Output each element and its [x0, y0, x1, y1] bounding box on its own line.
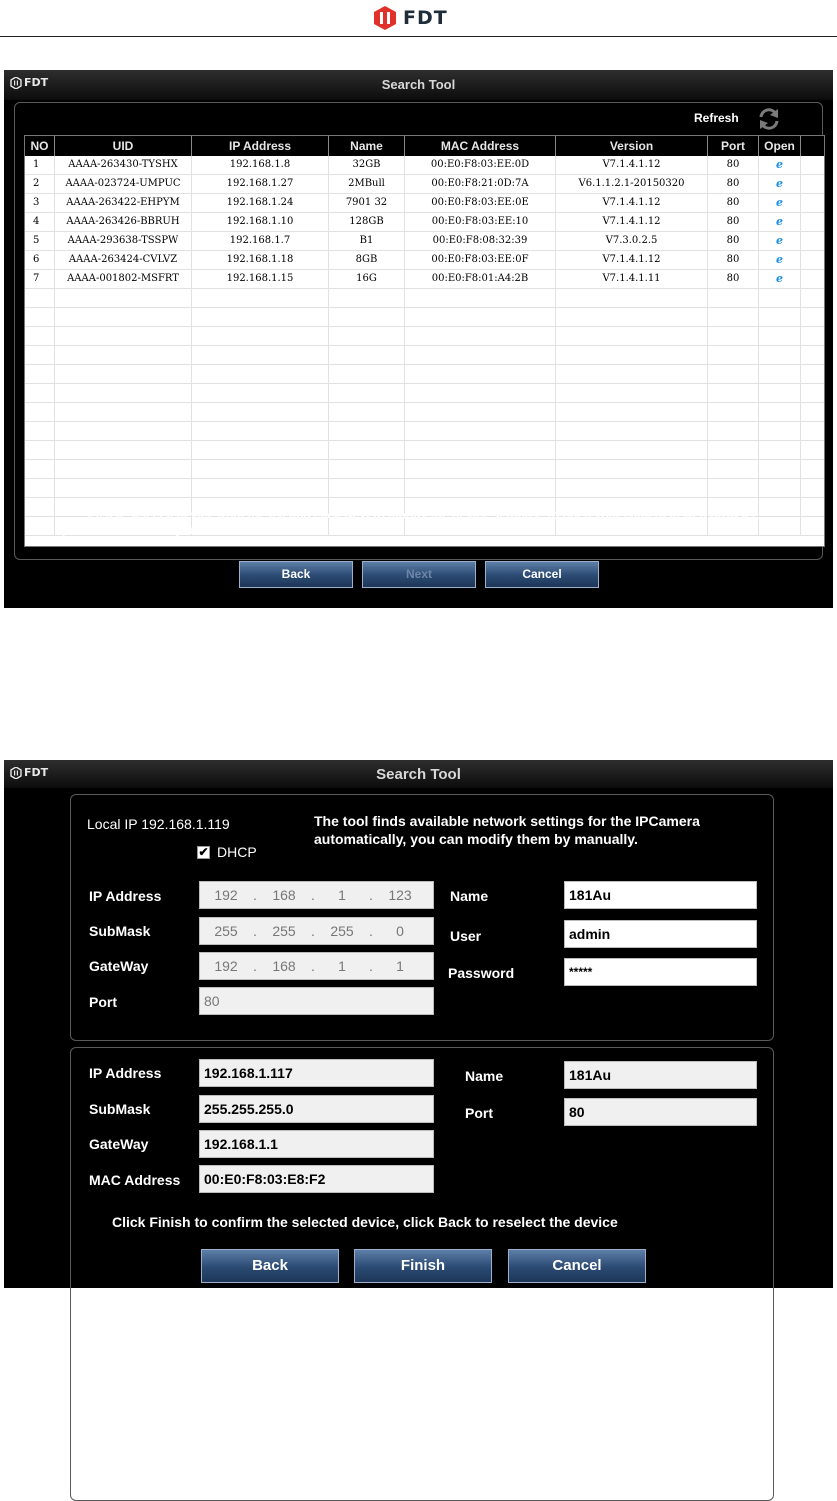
ip-octet: 123: [388, 887, 412, 903]
row-filler: [801, 441, 824, 459]
row-uid: [55, 308, 192, 326]
row-filler: [801, 384, 824, 402]
row-ip-address: [192, 479, 329, 497]
row-uid: AAAA-263424-CVLVZ: [55, 251, 192, 269]
row-port: 80: [708, 232, 759, 250]
row-name: [329, 327, 405, 345]
ip-address-input[interactable]: 192 . 168 . 1 . 123: [199, 881, 434, 909]
gateway-octet: 192: [214, 958, 238, 974]
row-no: 2: [25, 175, 55, 193]
port-input[interactable]: 80: [199, 987, 434, 1015]
row-no: [25, 346, 55, 364]
row-uid: AAAA-293638-TSSPW: [55, 232, 192, 250]
row-ip-address: [192, 384, 329, 402]
submask-octet: 255: [214, 923, 238, 939]
row-name: [329, 308, 405, 326]
row-mac-address: [405, 289, 556, 307]
row-ip-address: [192, 403, 329, 421]
row-name: [329, 460, 405, 478]
cancel-button[interactable]: Cancel: [485, 561, 599, 588]
row-version: V6.1.1.2.1-20150320: [556, 175, 708, 193]
submask-input[interactable]: 255 . 255 . 255 . 0: [199, 917, 434, 945]
row-filler: [801, 422, 824, 440]
row-open-icon[interactable]: [759, 156, 801, 174]
row-no: 1: [25, 156, 55, 174]
row-no: [25, 441, 55, 459]
dhcp-label: DHCP: [217, 844, 257, 860]
row-filler: [801, 270, 824, 288]
table-row-empty: [25, 441, 824, 460]
row-uid: [55, 403, 192, 421]
row-mac-address: [405, 308, 556, 326]
row-filler: [801, 251, 824, 269]
gateway-octet: 1: [338, 958, 346, 974]
row-name: [329, 403, 405, 421]
row-no: 3: [25, 194, 55, 212]
row-version: [556, 308, 708, 326]
device-submask-input[interactable]: 255.255.255.0: [199, 1095, 434, 1123]
info-text: The tool finds available network settings for the IPCamera automatically, you can modify them by manually.: [314, 813, 700, 847]
gateway-octet: 168: [272, 958, 296, 974]
row-no: 7: [25, 270, 55, 288]
row-no: [25, 289, 55, 307]
row-open-icon[interactable]: [759, 175, 801, 193]
row-mac-address: 00:E0:F8:21:0D:7A: [405, 175, 556, 193]
row-mac-address: [405, 460, 556, 478]
row-name: [329, 422, 405, 440]
row-name: B1: [329, 232, 405, 250]
window-logo-text: FDT: [24, 76, 49, 89]
password-input[interactable]: *****: [564, 958, 757, 986]
title-bar: [4, 760, 833, 788]
brand-logo: [372, 4, 448, 32]
row-port: 80: [708, 194, 759, 212]
row-ip-address: [192, 308, 329, 326]
col-no[interactable]: NO: [25, 136, 55, 156]
browser-icon[interactable]: e: [776, 234, 783, 247]
row-port: 80: [708, 270, 759, 288]
refresh-icon[interactable]: [756, 106, 782, 132]
row-ip-address: [192, 365, 329, 383]
table-row[interactable]: [25, 232, 824, 251]
device-ip-label: IP Address: [89, 1065, 162, 1081]
table-row[interactable]: [25, 194, 824, 213]
table-row-empty: [25, 327, 824, 346]
table-row[interactable]: [25, 213, 824, 232]
cancel-button[interactable]: Cancel: [508, 1249, 646, 1283]
window-logo-text: FDT: [24, 766, 49, 779]
row-filler: [801, 289, 824, 307]
row-mac-address: 00:E0:F8:03:EE:0E: [405, 194, 556, 212]
row-open-icon: [759, 384, 801, 402]
user-label: User: [450, 928, 482, 944]
row-no: 4: [25, 213, 55, 231]
row-version: [556, 460, 708, 478]
row-mac-address: [405, 422, 556, 440]
row-port: [708, 327, 759, 345]
row-name: [329, 479, 405, 497]
row-name: [329, 346, 405, 364]
window-title: Search Tool: [376, 766, 461, 783]
row-open-icon: [759, 289, 801, 307]
row-version: V7.1.4.1.12: [556, 156, 708, 174]
row-open-icon[interactable]: [759, 251, 801, 269]
window-title: Search Tool: [381, 77, 456, 92]
row-port: [708, 384, 759, 402]
row-port: 80: [708, 213, 759, 231]
row-uid: [55, 460, 192, 478]
page-header: [0, 0, 837, 37]
row-filler: [801, 308, 824, 326]
row-filler: [801, 517, 824, 535]
row-uid: AAAA-263430-TYSHX: [55, 156, 192, 174]
col-mac-address[interactable]: MAC Address: [405, 136, 556, 156]
row-ip-address: [192, 327, 329, 345]
row-ip-address: 192.168.1.27: [192, 175, 329, 193]
row-open-icon: [759, 365, 801, 383]
submask-octet: 255: [330, 923, 354, 939]
user-input[interactable]: admin: [564, 920, 757, 948]
row-mac-address: [405, 479, 556, 497]
row-version: [556, 384, 708, 402]
row-open-icon[interactable]: [759, 213, 801, 231]
table-header: [25, 136, 824, 156]
row-name: 8GB: [329, 251, 405, 269]
table-body: [25, 156, 824, 536]
col-open[interactable]: Open: [759, 136, 801, 156]
row-open-icon: [759, 441, 801, 459]
row-port: [708, 403, 759, 421]
row-uid: [55, 327, 192, 345]
row-open-icon[interactable]: [759, 194, 801, 212]
row-name: 7901 32: [329, 194, 405, 212]
device-name-label: Name: [465, 1068, 504, 1084]
row-name: 2MBull: [329, 175, 405, 193]
col-ip-address[interactable]: IP Address: [192, 136, 329, 156]
row-uid: [55, 365, 192, 383]
row-no: 6: [25, 251, 55, 269]
device-mac-input[interactable]: 00:E0:F8:03:E8:F2: [199, 1165, 434, 1193]
row-no: [25, 422, 55, 440]
row-ip-address: [192, 289, 329, 307]
table-row-empty: [25, 403, 824, 422]
row-uid: [55, 346, 192, 364]
row-filler: [801, 232, 824, 250]
row-version: [556, 403, 708, 421]
back-button[interactable]: Back: [239, 561, 353, 588]
row-open-icon: [759, 460, 801, 478]
col-version[interactable]: Version: [556, 136, 708, 156]
row-open-icon: [759, 422, 801, 440]
row-version: V7.1.4.1.11: [556, 270, 708, 288]
row-port: [708, 460, 759, 478]
row-port: 80: [708, 156, 759, 174]
password-label: Password: [448, 965, 515, 981]
row-name: [329, 289, 405, 307]
table-row-empty: [25, 422, 824, 441]
col-name[interactable]: Name: [329, 136, 405, 156]
name-input[interactable]: 181Au: [564, 881, 757, 909]
row-mac-address: [405, 346, 556, 364]
row-ip-address: 192.168.1.8: [192, 156, 329, 174]
row-filler: [801, 213, 824, 231]
browser-icon[interactable]: e: [776, 215, 783, 228]
row-version: [556, 365, 708, 383]
name-label: Name: [450, 888, 489, 904]
fdt-logo-icon: [372, 5, 398, 31]
row-mac-address: 00:E0:F8:01:A4:2B: [405, 270, 556, 288]
search-tool-window-list: [4, 70, 833, 608]
row-name: [329, 384, 405, 402]
row-open-icon: [759, 346, 801, 364]
row-version: [556, 327, 708, 345]
row-open-icon: [759, 479, 801, 497]
row-open-icon: [759, 517, 801, 535]
row-ip-address: 192.168.1.15: [192, 270, 329, 288]
row-mac-address: 00:E0:F8:03:EE:0D: [405, 156, 556, 174]
next-button[interactable]: Next: [362, 561, 476, 588]
row-version: V7.1.4.1.12: [556, 251, 708, 269]
col-port[interactable]: Port: [708, 136, 759, 156]
col-uid[interactable]: UID: [55, 136, 192, 156]
brand-name: FDT: [403, 7, 448, 29]
row-ip-address: [192, 422, 329, 440]
row-version: V7.1.4.1.12: [556, 213, 708, 231]
row-no: [25, 403, 55, 421]
browser-icon[interactable]: e: [776, 272, 783, 285]
browser-icon[interactable]: e: [776, 177, 783, 190]
row-ip-address: 192.168.1.7: [192, 232, 329, 250]
row-mac-address: [405, 403, 556, 421]
table-row[interactable]: [25, 175, 824, 194]
row-mac-address: [405, 441, 556, 459]
row-open-icon[interactable]: [759, 270, 801, 288]
row-filler: [801, 175, 824, 193]
device-name-input[interactable]: 181Au: [564, 1061, 757, 1089]
row-port: [708, 365, 759, 383]
row-no: [25, 517, 55, 535]
finish-hint-text: Click Finish to confirm the selected device, click Back to reselect the device: [112, 1214, 618, 1230]
table-row-empty: [25, 289, 824, 308]
port-label: Port: [89, 994, 117, 1010]
submask-label: SubMask: [89, 923, 151, 939]
row-ip-address: [192, 441, 329, 459]
row-no: [25, 308, 55, 326]
finish-button[interactable]: Finish: [354, 1249, 492, 1283]
ip-address-label: IP Address: [89, 888, 162, 904]
row-open-icon: [759, 403, 801, 421]
row-filler: [801, 156, 824, 174]
back-button[interactable]: Back: [201, 1249, 339, 1283]
browser-icon[interactable]: e: [776, 253, 783, 266]
row-mac-address: 00:E0:F8:03:EE:0F: [405, 251, 556, 269]
local-ip-label: Local IP 192.168.1.119: [87, 816, 230, 832]
device-gateway-label: GateWay: [89, 1136, 149, 1152]
row-name: 16G: [329, 270, 405, 288]
row-filler: [801, 403, 824, 421]
row-version: [556, 289, 708, 307]
submask-octet: 255: [272, 923, 296, 939]
browser-icon[interactable]: e: [776, 196, 783, 209]
row-uid: [55, 289, 192, 307]
gateway-octet: 1: [396, 958, 404, 974]
row-uid: [55, 384, 192, 402]
row-filler: [801, 327, 824, 345]
table-row-empty: [25, 479, 824, 498]
row-filler: [801, 498, 824, 516]
row-mac-address: [405, 327, 556, 345]
row-no: [25, 365, 55, 383]
row-uid: AAAA-263426-BBRUH: [55, 213, 192, 231]
table-row-empty: [25, 346, 824, 365]
table-row-empty: [25, 365, 824, 384]
refresh-label[interactable]: Refresh: [694, 111, 739, 125]
device-ip-input[interactable]: 192.168.1.117: [199, 1059, 434, 1087]
device-submask-label: SubMask: [89, 1101, 151, 1117]
table-row[interactable]: [25, 270, 824, 289]
row-version: V7.1.4.1.12: [556, 194, 708, 212]
device-table: [24, 135, 825, 547]
device-port-input[interactable]: 80: [564, 1098, 757, 1126]
row-no: [25, 498, 55, 516]
row-uid: AAAA-263422-EHPYM: [55, 194, 192, 212]
device-mac-label: MAC Address: [89, 1172, 181, 1188]
row-filler: [801, 460, 824, 478]
row-ip-address: 192.168.1.24: [192, 194, 329, 212]
row-uid: AAAA-023724-UMPUC: [55, 175, 192, 193]
table-row-empty: [25, 460, 824, 479]
row-no: 5: [25, 232, 55, 250]
row-ip-address: [192, 346, 329, 364]
row-open-icon: [759, 308, 801, 326]
row-version: [556, 441, 708, 459]
row-version: [556, 346, 708, 364]
row-port: 80: [708, 175, 759, 193]
row-port: [708, 422, 759, 440]
row-uid: [55, 479, 192, 497]
row-filler: [801, 479, 824, 497]
row-port: [708, 346, 759, 364]
row-port: [708, 441, 759, 459]
gateway-input[interactable]: 192 . 168 . 1 . 1: [199, 952, 434, 980]
row-port: 80: [708, 251, 759, 269]
row-filler: [801, 365, 824, 383]
row-uid: [55, 441, 192, 459]
row-version: V7.3.0.2.5: [556, 232, 708, 250]
row-name: [329, 365, 405, 383]
table-row[interactable]: [25, 156, 824, 175]
row-no: [25, 460, 55, 478]
submask-octet: 0: [396, 923, 404, 939]
row-open-icon: [759, 327, 801, 345]
gateway-label: GateWay: [89, 958, 149, 974]
row-port: [708, 308, 759, 326]
row-name: 32GB: [329, 156, 405, 174]
search-tool-window-settings: [4, 760, 833, 1288]
ip-octet: 168: [272, 887, 296, 903]
row-no: [25, 479, 55, 497]
row-ip-address: 192.168.1.18: [192, 251, 329, 269]
ip-octet: 192: [214, 887, 238, 903]
row-no: [25, 384, 55, 402]
device-port-label: Port: [465, 1105, 493, 1121]
row-mac-address: 00:E0:F8:03:EE:10: [405, 213, 556, 231]
row-open-icon[interactable]: [759, 232, 801, 250]
instruction-text: Please select a device from the list and click Next to modify the device settings. To open your camera in web browser, please double click your camera from the list.: [62, 508, 760, 537]
table-row-empty: [25, 308, 824, 327]
row-uid: AAAA-001802-MSFRT: [55, 270, 192, 288]
row-name: [329, 441, 405, 459]
row-ip-address: [192, 460, 329, 478]
table-row-empty: [25, 384, 824, 403]
row-mac-address: [405, 365, 556, 383]
row-port: [708, 289, 759, 307]
row-ip-address: 192.168.1.10: [192, 213, 329, 231]
row-mac-address: [405, 384, 556, 402]
row-port: [708, 479, 759, 497]
row-version: [556, 479, 708, 497]
row-uid: [55, 422, 192, 440]
row-mac-address: 00:E0:F8:08:32:39: [405, 232, 556, 250]
col-filler: [801, 136, 824, 156]
ip-octet: 1: [338, 887, 346, 903]
row-name: 128GB: [329, 213, 405, 231]
row-filler: [801, 346, 824, 364]
dhcp-checkbox[interactable]: ✔: [198, 845, 209, 859]
row-version: [556, 422, 708, 440]
title-bar: [4, 70, 833, 100]
row-open-icon: [759, 498, 801, 516]
device-gateway-input[interactable]: 192.168.1.1: [199, 1130, 434, 1158]
row-filler: [801, 194, 824, 212]
table-row[interactable]: [25, 251, 824, 270]
row-no: [25, 327, 55, 345]
browser-icon[interactable]: e: [776, 158, 783, 171]
